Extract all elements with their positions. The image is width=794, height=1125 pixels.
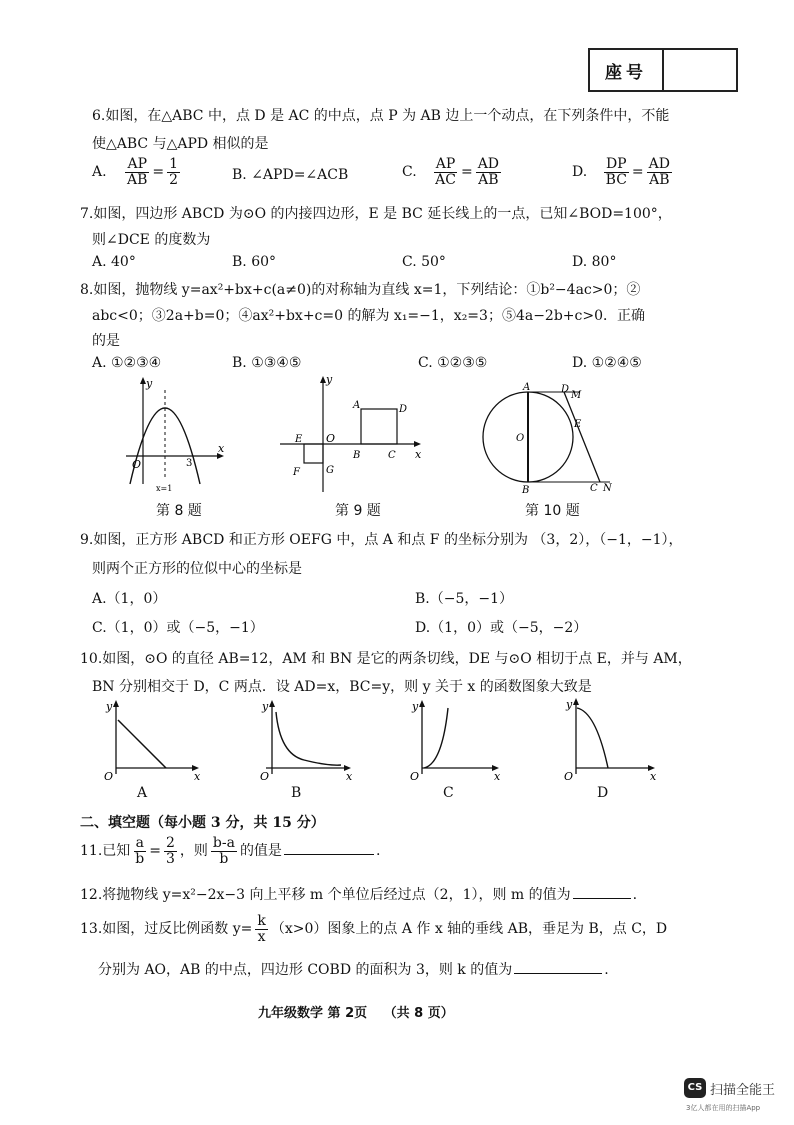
- qd-x: x: [650, 770, 657, 780]
- q10-label-a: A: [137, 785, 148, 801]
- f10-e-label: E: [574, 419, 582, 430]
- q6-option-a: A. $\frac{AP}{AB}$ = $\frac{1}{2}$: [92, 156, 179, 188]
- footer-grade: 九年级数学: [258, 1006, 324, 1021]
- q12: 12.将抛物线 y=x²−2x−3 向上平移 m 个单位后经过点（2，1），则 m 的值为 .: [80, 887, 638, 903]
- seat-number-box: [588, 48, 738, 92]
- f10-n-label: N: [603, 483, 612, 494]
- q8-text-line2: abc<0；③2a+b=0；④ax²+bx+c=0 的解为 x₁=−1，x₂=3；⑤4a−2b+c>0．正确: [92, 308, 646, 324]
- qa-o: O: [104, 770, 114, 780]
- f8-three-label: 3: [186, 458, 193, 469]
- q6-option-c: C. $\frac{AP}{AC}$ = $\frac{AD}{AB}$: [402, 156, 500, 188]
- f9-c-label: C: [388, 450, 396, 461]
- q7-option-a: A. 40°: [92, 254, 136, 270]
- scanner-watermark: [684, 1078, 775, 1098]
- f9-e-label: E: [295, 434, 303, 445]
- figure-10-circle: [478, 380, 618, 496]
- figure-8-caption: 第 8 题: [156, 503, 202, 519]
- q6-text-line1: 6.如图，在△ABC 中，点 D 是 AC 的中点，点 P 为 AB 边上一个动点，在下列条件中，不能: [92, 108, 670, 124]
- qb-y: y: [262, 700, 269, 713]
- f9-y-label: y: [326, 373, 333, 386]
- q10-text-line2: BN 分别相交于 D，C 两点．设 AD=x，BC=y，则 y 关于 x 的函数图象大致是: [92, 679, 592, 695]
- q8-option-c: C. ①②③⑤: [418, 355, 488, 371]
- cs-logo-icon: CS: [684, 1078, 706, 1098]
- qd-o: O: [564, 770, 574, 780]
- q10-graph-d: [560, 696, 660, 780]
- q13-line2: 分别为 AO，AB 的中点，四边形 COBD 的面积为 3，则 k 的值为 .: [98, 962, 609, 978]
- q11-answer-blank[interactable]: [284, 854, 374, 855]
- q8-text-line1: 8.如图，抛物线 y=ax²+bx+c(a≠0)的对称轴为直线 x=1，下列结论：①b²−4ac>0；②: [80, 282, 641, 298]
- f8-origin-label: O: [132, 458, 142, 471]
- q7-option-c: C. 50°: [402, 254, 446, 270]
- page-footer: [258, 1002, 454, 1021]
- q8-text-line3: 的是: [92, 333, 120, 349]
- q8-option-a: A. ①②③④: [92, 355, 162, 371]
- f10-d-label: D: [561, 384, 570, 395]
- f8-axis-label: x=1: [156, 484, 173, 493]
- qc-o: O: [410, 770, 420, 780]
- f8-y-label: y: [146, 377, 153, 390]
- q13-line1: 13.如图，过反比例函数 y= $\frac{k}{x}$ （x>0）图象上的点 A 作 x 轴的垂线 AB，垂足为 B，点 C，D: [80, 913, 668, 945]
- footer-page: 第 2页: [327, 1006, 368, 1021]
- f9-origin-label: O: [326, 432, 336, 445]
- q10-graph-c: [404, 698, 504, 780]
- q13-answer-blank[interactable]: [514, 973, 602, 974]
- watermark-subtitle: 3亿人都在用的扫描App: [686, 1104, 761, 1112]
- q8-option-d: D. ①②④⑤: [572, 355, 642, 371]
- q10-label-c: C: [443, 785, 454, 801]
- qc-y: y: [412, 700, 419, 713]
- q8-option-b: B. ①③④⑤: [232, 355, 302, 371]
- f9-d-label: D: [399, 404, 408, 415]
- watermark-name: 扫描全能王: [710, 1082, 776, 1098]
- q6-text-line2: 使△ABC 与△APD 相似的是: [92, 136, 269, 152]
- figure-9-caption: 第 9 题: [335, 503, 381, 519]
- f10-m-label: M: [571, 390, 582, 401]
- qc-x: x: [494, 770, 501, 780]
- q9-option-d: D.（1，0）或（−5，−2）: [415, 620, 588, 636]
- qb-o: O: [260, 770, 270, 780]
- f9-b-label: B: [353, 450, 361, 461]
- q7-option-d: D. 80°: [572, 254, 617, 270]
- q10-label-d: D: [597, 785, 609, 801]
- q10-graph-b: [256, 698, 356, 780]
- q9-option-a: A.（1，0）: [92, 591, 167, 607]
- f9-a-label: A: [353, 400, 361, 411]
- f10-a-label: A: [523, 382, 531, 393]
- seat-number-field[interactable]: [664, 50, 736, 90]
- f9-g-label: G: [326, 465, 334, 476]
- qb-x: x: [346, 770, 353, 780]
- q9-option-c: C.（1，0）或（−5，−1）: [92, 620, 264, 636]
- q9-text-line1: 9.如图，正方形 ABCD 和正方形 OEFG 中，点 A 和点 F 的坐标分别为 （3，2），（−1，−1），: [80, 532, 683, 548]
- f9-f-label: F: [293, 467, 300, 478]
- q7-text-line1: 7.如图，四边形 ABCD 为⊙O 的内接四边形，E 是 BC 延长线上的一点，已知∠BOD=100°，: [80, 206, 672, 222]
- figure-9-squares: [275, 372, 425, 494]
- f10-b-label: B: [522, 485, 530, 496]
- section-2-heading: 二、填空题（每小题 3 分，共 15 分）: [80, 815, 325, 831]
- q10-graph-a: [96, 698, 204, 780]
- q6-option-d: D. $\frac{DP}{BC}$ = $\frac{AD}{AB}$: [572, 156, 670, 188]
- seat-label: 座号: [590, 50, 664, 90]
- q9-option-b: B.（−5，−1）: [415, 591, 514, 607]
- q9-text-line2: 则两个正方形的位似中心的坐标是: [92, 561, 302, 577]
- qd-y: y: [566, 698, 573, 711]
- footer-total: （共 8 页）: [383, 1006, 454, 1021]
- figure-8-parabola: [118, 372, 228, 494]
- f8-x-label: x: [218, 442, 225, 455]
- q10-label-b: B: [291, 785, 302, 801]
- q7-text-line2: 则∠DCE 的度数为: [92, 232, 211, 248]
- q7-option-b: B. 60°: [232, 254, 277, 270]
- f10-c-label: C: [590, 483, 598, 494]
- q10-text-line1: 10.如图，⊙O 的直径 AB=12，AM 和 BN 是它的两条切线，DE 与⊙O 相切于点 E，并与 AM，: [80, 651, 692, 667]
- q12-answer-blank[interactable]: [573, 898, 631, 899]
- q11: 11.已知 $\frac{a}{b}$ = $\frac{2}{3}$ ，则 $\frac{b-a}{b}$ 的值是 .: [80, 835, 381, 867]
- f10-o-label: O: [516, 433, 525, 444]
- qa-x: x: [194, 770, 201, 780]
- q6-option-b: B. ∠APD=∠ACB: [232, 167, 349, 183]
- qa-y: y: [106, 700, 113, 713]
- figure-10-caption: 第 10 题: [525, 503, 580, 519]
- f9-x-label: x: [415, 448, 422, 461]
